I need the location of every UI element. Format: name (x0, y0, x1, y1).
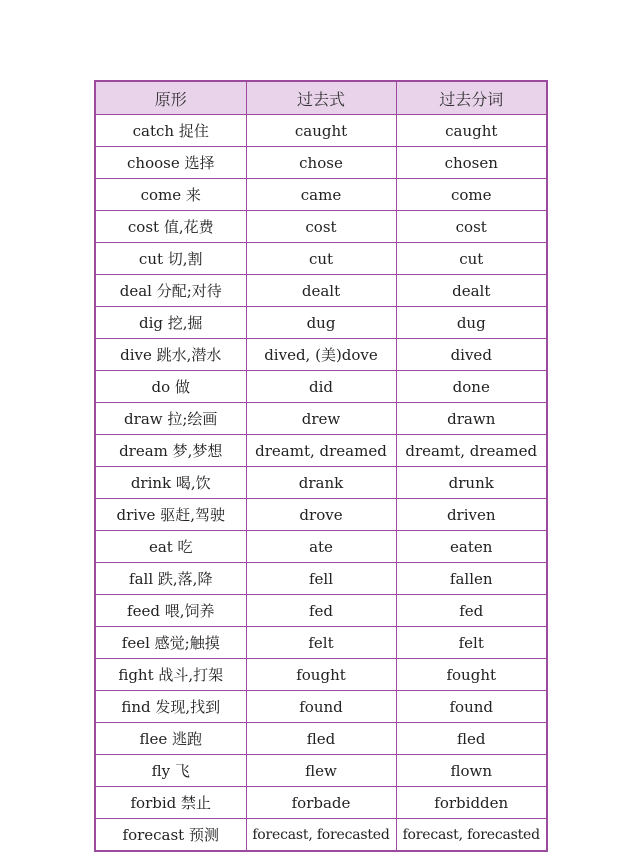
cell-past-participle: felt (396, 627, 547, 659)
cell-past-participle: dived (396, 339, 547, 371)
irregular-verb-table (94, 80, 548, 852)
header-past-participle: 过去分词 (396, 81, 547, 115)
cell-past-tense: felt (246, 627, 396, 659)
cell-base-form: do 做 (95, 371, 246, 403)
table-header-row (95, 81, 547, 115)
cell-base-form: drive 驱赶,驾驶 (95, 499, 246, 531)
cell-base-form: feed 喂,饲养 (95, 595, 246, 627)
cell-base-form: draw 拉;绘画 (95, 403, 246, 435)
cell-past-participle: forecast, forecasted (396, 819, 547, 852)
cell-base-form: eat 吃 (95, 531, 246, 563)
cell-base-form: forecast 预测 (95, 819, 246, 852)
cell-past-participle: driven (396, 499, 547, 531)
cell-base-form: fight 战斗,打架 (95, 659, 246, 691)
cell-past-tense: chose (246, 147, 396, 179)
cell-past-participle: forbidden (396, 787, 547, 819)
cell-past-tense: dived, (美)dove (246, 339, 396, 371)
table-row (95, 339, 547, 371)
cell-past-tense: fed (246, 595, 396, 627)
cell-past-tense: fled (246, 723, 396, 755)
table-row (95, 531, 547, 563)
cell-past-tense: dug (246, 307, 396, 339)
table-row (95, 211, 547, 243)
cell-past-participle: fed (396, 595, 547, 627)
cell-past-participle: dealt (396, 275, 547, 307)
cell-past-tense: came (246, 179, 396, 211)
cell-base-form: forbid 禁止 (95, 787, 246, 819)
cell-past-tense: cost (246, 211, 396, 243)
cell-base-form: cost 值,花费 (95, 211, 246, 243)
cell-past-participle: done (396, 371, 547, 403)
table-row (95, 275, 547, 307)
cell-past-tense: forecast, forecasted (246, 819, 396, 852)
cell-past-tense: drank (246, 467, 396, 499)
cell-past-participle: drawn (396, 403, 547, 435)
cell-past-participle: fallen (396, 563, 547, 595)
cell-past-tense: dealt (246, 275, 396, 307)
header-base-form: 原形 (95, 81, 246, 115)
table-row (95, 179, 547, 211)
cell-past-tense: fought (246, 659, 396, 691)
cell-past-tense: ate (246, 531, 396, 563)
cell-base-form: cut 切,割 (95, 243, 246, 275)
cell-past-participle: cut (396, 243, 547, 275)
cell-base-form: find 发现,找到 (95, 691, 246, 723)
cell-base-form: choose 选择 (95, 147, 246, 179)
cell-past-participle: chosen (396, 147, 547, 179)
cell-past-tense: drew (246, 403, 396, 435)
table-row (95, 147, 547, 179)
cell-past-tense: flew (246, 755, 396, 787)
cell-past-participle: caught (396, 115, 547, 147)
table-row (95, 467, 547, 499)
table-row (95, 371, 547, 403)
table-row (95, 243, 547, 275)
table-row (95, 435, 547, 467)
table-row (95, 723, 547, 755)
table-row (95, 659, 547, 691)
cell-past-participle: come (396, 179, 547, 211)
cell-base-form: dream 梦,梦想 (95, 435, 246, 467)
cell-past-participle: cost (396, 211, 547, 243)
header-past-tense: 过去式 (246, 81, 396, 115)
cell-base-form: dive 跳水,潜水 (95, 339, 246, 371)
table-row (95, 563, 547, 595)
cell-base-form: fall 跌,落,降 (95, 563, 246, 595)
cell-past-participle: flown (396, 755, 547, 787)
cell-past-participle: dug (396, 307, 547, 339)
cell-past-tense: did (246, 371, 396, 403)
cell-base-form: drink 喝,饮 (95, 467, 246, 499)
cell-past-tense: fell (246, 563, 396, 595)
cell-base-form: catch 捉住 (95, 115, 246, 147)
table-row (95, 595, 547, 627)
cell-past-tense: drove (246, 499, 396, 531)
cell-base-form: deal 分配;对待 (95, 275, 246, 307)
cell-base-form: fly 飞 (95, 755, 246, 787)
table-row (95, 307, 547, 339)
cell-past-tense: forbade (246, 787, 396, 819)
table-row (95, 819, 547, 852)
table-row (95, 755, 547, 787)
cell-past-tense: cut (246, 243, 396, 275)
cell-base-form: dig 挖,掘 (95, 307, 246, 339)
table-row (95, 499, 547, 531)
cell-past-tense: caught (246, 115, 396, 147)
table-row (95, 787, 547, 819)
cell-past-participle: eaten (396, 531, 547, 563)
cell-past-participle: fought (396, 659, 547, 691)
table-row (95, 115, 547, 147)
table-body (95, 115, 547, 852)
table-row (95, 691, 547, 723)
cell-base-form: feel 感觉;触摸 (95, 627, 246, 659)
cell-past-participle: found (396, 691, 547, 723)
cell-base-form: come 来 (95, 179, 246, 211)
cell-past-participle: dreamt, dreamed (396, 435, 547, 467)
cell-past-participle: drunk (396, 467, 547, 499)
cell-past-tense: dreamt, dreamed (246, 435, 396, 467)
cell-past-participle: fled (396, 723, 547, 755)
cell-base-form: flee 逃跑 (95, 723, 246, 755)
cell-past-tense: found (246, 691, 396, 723)
table-row (95, 403, 547, 435)
table-row (95, 627, 547, 659)
